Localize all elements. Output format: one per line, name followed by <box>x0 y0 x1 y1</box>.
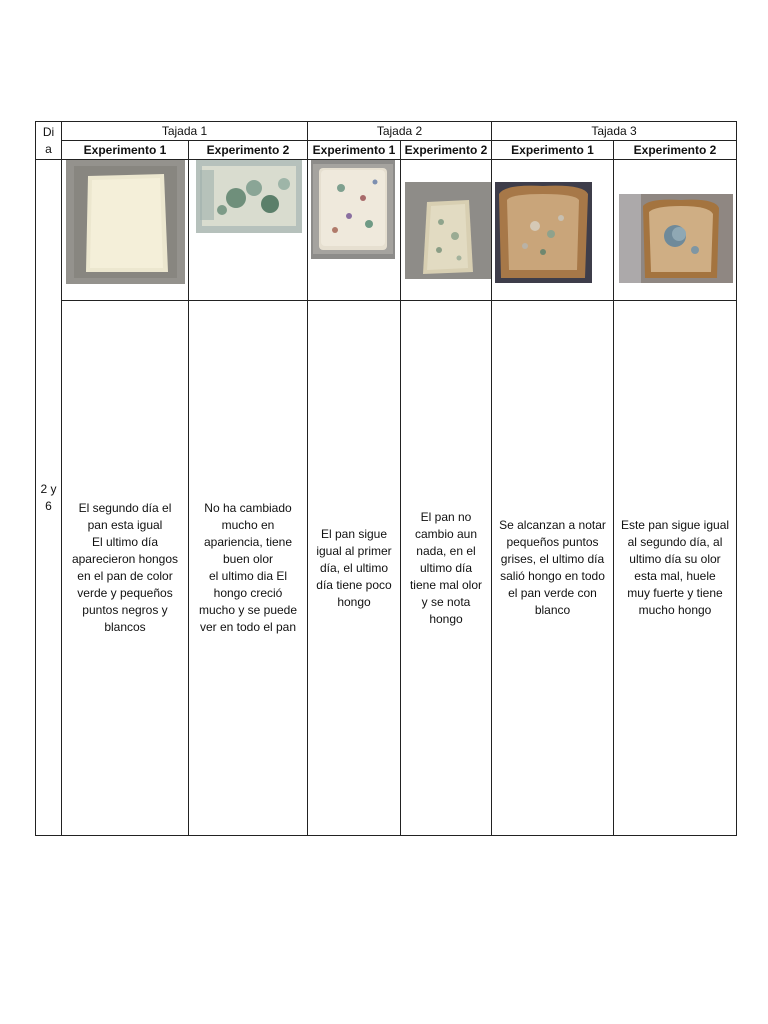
description-slice2-exp2 <box>401 509 491 628</box>
description-line: grises, el ultimo día <box>500 552 605 566</box>
description-line: mucho en <box>221 518 275 532</box>
description-line: Se alcanzan a notar <box>499 518 606 532</box>
bread-photo-slice2-exp1 <box>311 160 395 259</box>
description-line: pequeños puntos <box>506 535 599 549</box>
slice-2-header: Tajada 2 <box>308 122 492 141</box>
experiment-header: Experimento 2 <box>401 141 492 160</box>
photo-cell <box>189 160 308 301</box>
description-line: ver en todo el pan <box>199 620 297 634</box>
description-line: No ha cambiado <box>204 501 292 515</box>
description-line: buen olor <box>222 552 274 566</box>
description-cell <box>189 301 308 836</box>
description-line: al segundo día, al <box>627 535 723 549</box>
description-line: verde y pequeños <box>77 586 173 600</box>
description-line: aparecieron hongos <box>71 552 179 566</box>
slice-3-header: Tajada 3 <box>492 122 737 141</box>
description-slice1-exp2 <box>189 500 307 636</box>
description-cell <box>62 301 189 836</box>
description-line: pan esta igual <box>87 518 163 532</box>
description-line: blanco <box>534 603 571 617</box>
description-line: El ultimo día <box>91 535 159 549</box>
dia-value-line1: 2 y <box>40 481 57 496</box>
slice-1-header: Tajada 1 <box>62 122 308 141</box>
description-line: hongo <box>337 594 371 609</box>
description-line: día tiene poco <box>316 577 392 592</box>
description-line: ultimo día su olor <box>629 552 721 566</box>
description-line: en el pan de color <box>77 569 173 583</box>
description-line: el ultimo dia El <box>208 569 288 583</box>
photo-row <box>36 160 737 301</box>
description-line: cambio aun <box>414 526 478 541</box>
description-line: muy fuerte y tiene <box>627 586 723 600</box>
bread-photo-slice1-exp1 <box>66 160 185 284</box>
description-line: Este pan sigue igual <box>620 518 730 532</box>
dia-header-line1: Di <box>42 124 55 139</box>
description-line: salió hongo en todo <box>500 569 605 583</box>
description-cell <box>401 301 492 836</box>
photo-cell <box>62 160 189 301</box>
description-line: El segundo día el <box>78 501 172 515</box>
description-line: día, el ultimo <box>319 560 389 575</box>
description-line: mucho y se puede <box>198 603 298 617</box>
description-cell <box>614 301 737 836</box>
description-line: puntos negros y <box>82 603 168 617</box>
experiment-table <box>35 121 737 836</box>
bread-photo-slice1-exp2 <box>196 160 302 233</box>
bread-photo-slice2-exp2 <box>405 182 491 279</box>
experiment-header: Experimento 2 <box>189 141 308 160</box>
description-line: blancos <box>104 620 146 634</box>
description-line: nada, en el <box>416 543 476 558</box>
header-row-experiments <box>36 141 737 160</box>
experiment-header: Experimento 1 <box>62 141 189 160</box>
bread-photo-slice3-exp1 <box>495 182 592 283</box>
dia-value-cell <box>36 160 62 836</box>
experiment-header: Experimento 1 <box>492 141 614 160</box>
photo-cell <box>492 160 614 301</box>
description-slice2-exp1 <box>308 526 400 611</box>
photo-cell <box>308 160 401 301</box>
description-line: hongo <box>429 611 463 626</box>
photo-cell <box>614 160 737 301</box>
description-slice1-exp1 <box>62 500 188 636</box>
dia-value-line2: 6 <box>45 498 52 513</box>
dia-header-cell <box>36 122 62 160</box>
experiment-header: Experimento 2 <box>614 141 737 160</box>
description-line: tiene mal olor <box>409 577 483 592</box>
experiment-header: Experimento 1 <box>308 141 401 160</box>
description-line: esta mal, huele <box>634 569 716 583</box>
description-slice3-exp2 <box>614 517 736 619</box>
photo-cell <box>401 160 492 301</box>
description-line: y se nota <box>421 594 471 609</box>
header-row-slices <box>36 122 737 141</box>
description-line: igual al primer <box>316 543 392 558</box>
description-line: El pan sigue <box>320 526 388 541</box>
description-line: apariencia, tiene <box>203 535 293 549</box>
description-cell <box>492 301 614 836</box>
description-cell <box>308 301 401 836</box>
description-slice3-exp1 <box>492 517 613 619</box>
description-line: el pan verde con <box>508 586 597 600</box>
dia-header-line2: a <box>45 141 52 156</box>
description-line: ultimo día <box>419 560 473 575</box>
description-line: mucho hongo <box>638 603 712 617</box>
bread-photo-slice3-exp2 <box>619 194 733 283</box>
description-line: hongo creció <box>213 586 283 600</box>
description-row <box>36 301 737 836</box>
description-line: El pan no <box>420 509 472 524</box>
